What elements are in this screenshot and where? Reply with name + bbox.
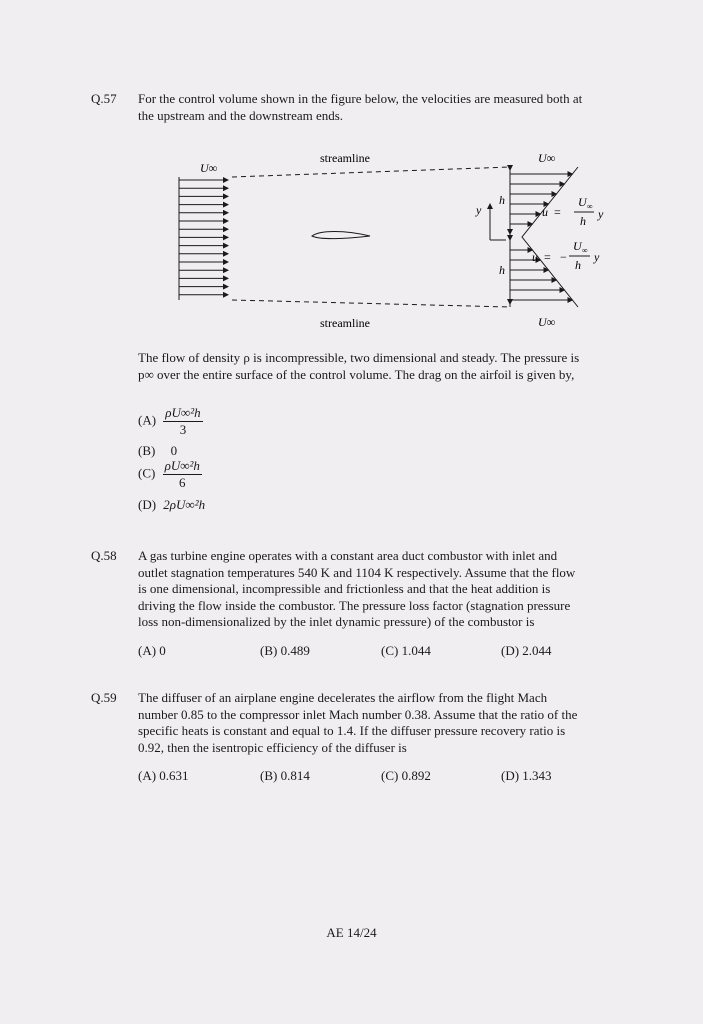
svg-text:h: h [580,214,586,228]
q57-option-c[interactable] [138,458,202,491]
q57-line: For the control volume shown in the figure below, the velocities are measured both at [138,91,583,106]
svg-text:u: u [532,250,538,264]
svg-text:=: = [544,250,551,264]
svg-text:U: U [573,239,582,253]
q58-option-d[interactable]: (D) 2.044 [501,643,552,658]
q58-option-b[interactable]: (B) 0.489 [260,643,310,658]
q58-line: loss non-dimensionalized by the inlet dynamic pressure) of the combustor is [138,614,535,629]
option-c-denominator: 6 [178,475,186,490]
option-c-numerator: ρU∞²h [164,458,200,473]
svg-text:u: u [542,205,548,219]
q59-line: The diffuser of an airplane engine decelerates the airflow from the flight Mach [138,690,548,705]
q58-option-c[interactable]: (C) 1.044 [381,643,431,658]
q59-option-c[interactable]: (C) 0.892 [381,768,431,783]
q58-option-a[interactable]: (A) 0 [138,643,166,658]
q57-option-d[interactable] [138,497,205,513]
option-label: (A) [138,412,157,428]
airfoil [312,232,370,239]
equation-bottom [532,239,600,272]
q57-after-line: The flow of density ρ is incompressible, two dimensional and steady. The pressure is [138,350,580,365]
downstream-velocity-profile [510,167,578,307]
q59-option-d[interactable]: (D) 1.343 [501,768,552,783]
q58-line: outlet stagnation temperatures 540 K and 1104 K respectively. Assume that the flow [138,564,576,580]
q57-line: the upstream and the downstream ends. [138,107,344,123]
q59-line: number 0.85 to the compressor inlet Mach number 0.38. Assume that the ratio of the [138,706,578,722]
y-axis-label: y [476,203,482,217]
u-inf-bottom-right-label: U∞ [538,315,556,329]
q58-text [138,548,610,631]
option-a-denominator: 3 [179,422,187,437]
svg-text:y: y [594,250,600,264]
q59-line: specific heats is constant and equal to 1.4. If the diffuser pressure recovery ratio is [138,723,566,738]
q57-option-a[interactable] [138,405,203,438]
q58-line: A gas turbine engine operates with a constant area duct combustor with inlet and [138,548,558,563]
h-label-bottom: h [499,263,505,277]
q59-text [138,690,610,756]
control-volume-figure [170,140,620,340]
svg-text:U: U [578,195,587,209]
u-inf-top-right-label: U∞ [538,151,556,165]
u-inf-upstream-label: U∞ [200,161,218,175]
page-footer: AE 14/24 [326,925,377,940]
q58-line: is one dimensional, incompressible and frictionless and that the heat addition is [138,581,551,596]
option-label: (C) [138,465,156,481]
option-label: (D) [138,497,157,512]
q58-line: driving the flow inside the combustor. The pressure loss factor (stagnation pressure [138,597,571,613]
option-a-numerator: ρU∞²h [165,405,201,420]
streamline-bottom-label: streamline [320,316,370,330]
q57-option-b[interactable] [138,443,177,459]
svg-text:=: = [554,205,561,219]
upstream-velocity-profile [179,177,228,300]
streamline-top-line [232,167,510,177]
q59-line: 0.92, then the isentropic efficiency of the diffuser is [138,739,407,755]
q57-text [138,91,610,124]
option-b-value: 0 [170,443,178,458]
svg-text:∞: ∞ [587,202,593,211]
option-label: (B) [138,443,156,458]
h-label-top: h [499,193,505,207]
q58-number: Q.58 [91,548,117,563]
q57-after-line: p∞ over the entire surface of the control volume. The drag on the airfoil is given by, [138,366,575,382]
q59-option-b[interactable]: (B) 0.814 [260,768,310,783]
streamline-bottom-line [232,300,510,307]
option-d-value: 2ρU∞²h [163,497,206,512]
q57-number: Q.57 [91,91,117,106]
svg-text:−: − [560,250,567,264]
streamline-top-label: streamline [320,151,370,165]
q59-option-a[interactable]: (A) 0.631 [138,768,189,783]
svg-text:h: h [575,258,581,272]
q57-after-text [138,350,610,383]
q59-number: Q.59 [91,690,117,705]
svg-text:∞: ∞ [582,246,588,255]
svg-text:y: y [598,207,604,221]
